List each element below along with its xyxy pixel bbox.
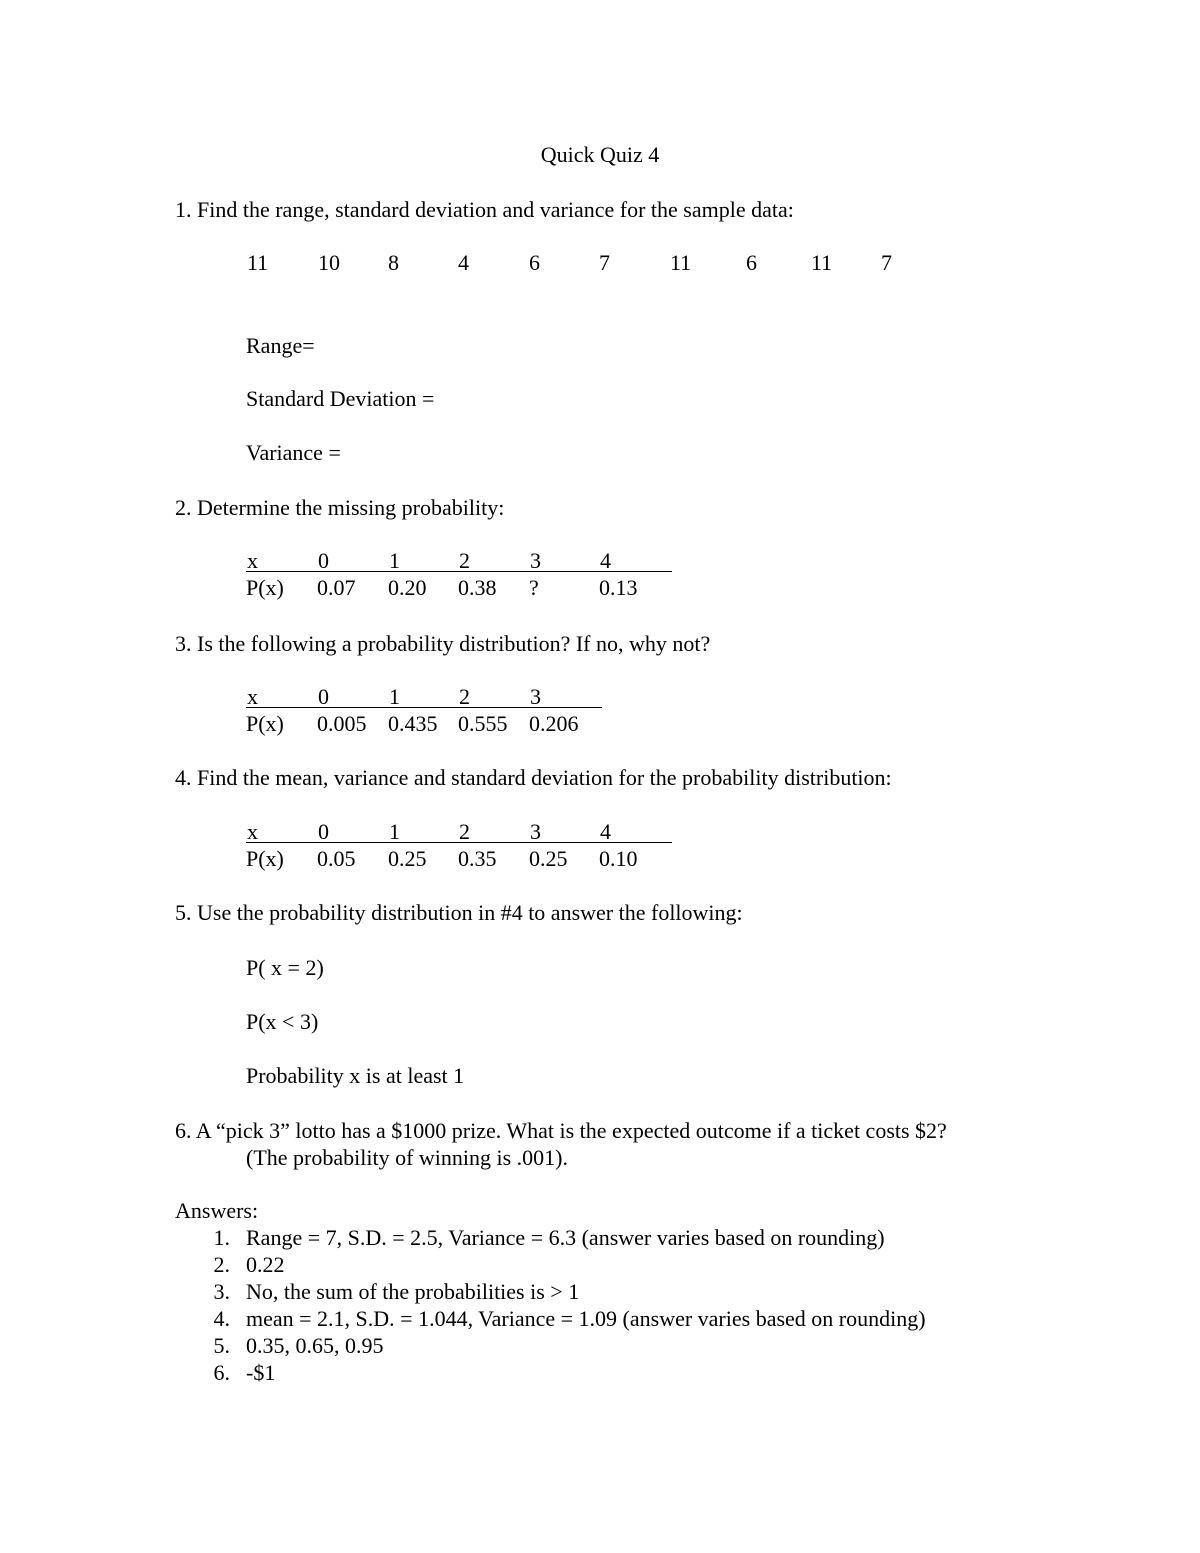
p-value: 0.25 <box>529 846 568 871</box>
p-value: 0.005 <box>317 711 367 736</box>
sample-value: 7 <box>599 250 610 275</box>
x-value: 2 <box>459 684 470 709</box>
answer-text: mean = 2.1, S.D. = 1.044, Variance = 1.09 (answer varies based on rounding) <box>246 1306 926 1331</box>
x-value: 2 <box>459 548 470 573</box>
x-value: 1 <box>389 819 400 844</box>
answer-number: 2. <box>213 1252 230 1277</box>
q5-item: P(x < 3) <box>246 1009 319 1034</box>
p-value: 0.20 <box>388 575 427 600</box>
table-header-rule <box>246 707 602 708</box>
p-value: 0.07 <box>317 575 356 600</box>
table-header-rule <box>246 571 672 572</box>
p-value: 0.05 <box>317 846 356 871</box>
x-header: x <box>247 684 258 709</box>
p-value: 0.25 <box>388 846 427 871</box>
answer-text: 0.22 <box>246 1252 285 1277</box>
answer-number: 5. <box>213 1333 230 1358</box>
question-4-text: 4. Find the mean, variance and standard deviation for the probability distribution: <box>175 765 892 790</box>
x-header: x <box>247 548 258 573</box>
p-value: 0.206 <box>529 711 579 736</box>
sample-value: 8 <box>388 250 399 275</box>
x-value: 0 <box>318 819 329 844</box>
x-value: 1 <box>389 684 400 709</box>
x-value: 1 <box>389 548 400 573</box>
x-value: 4 <box>600 548 611 573</box>
sample-value: 11 <box>811 250 833 275</box>
x-value: 3 <box>530 548 541 573</box>
sample-value: 6 <box>746 250 757 275</box>
answer-text: 0.35, 0.65, 0.95 <box>246 1333 384 1358</box>
range-label: Range= <box>246 333 315 358</box>
answer-text: -$1 <box>246 1360 276 1385</box>
table-header-rule <box>246 842 672 843</box>
question-6-text: 6. A “pick 3” lotto has a $1000 prize. What is the expected outcome if a ticket costs $2? <box>175 1118 947 1143</box>
x-value: 3 <box>530 684 541 709</box>
p-header: P(x) <box>246 846 284 871</box>
x-value: 4 <box>600 819 611 844</box>
x-value: 3 <box>530 819 541 844</box>
sd-label: Standard Deviation = <box>246 386 435 411</box>
question-2-text: 2. Determine the missing probability: <box>175 495 505 520</box>
x-value: 0 <box>318 548 329 573</box>
sample-value: 11 <box>247 250 269 275</box>
sample-value: 4 <box>458 250 469 275</box>
answers-heading: Answers: <box>175 1198 259 1223</box>
answer-text: Range = 7, S.D. = 2.5, Variance = 6.3 (answer varies based on rounding) <box>246 1225 885 1250</box>
question-5-text: 5. Use the probability distribution in #4 to answer the following: <box>175 900 743 925</box>
p-value: 0.13 <box>599 575 638 600</box>
p-value: 0.10 <box>599 846 638 871</box>
answer-number: 1. <box>213 1225 230 1250</box>
x-value: 2 <box>459 819 470 844</box>
x-header: x <box>247 819 258 844</box>
sample-value: 11 <box>670 250 692 275</box>
answer-number: 4. <box>213 1306 230 1331</box>
sample-value: 10 <box>318 250 340 275</box>
answer-number: 3. <box>213 1279 230 1304</box>
p-value-missing: ? <box>529 575 539 600</box>
answer-text: No, the sum of the probabilities is > 1 <box>246 1279 580 1304</box>
p-value: 0.38 <box>458 575 497 600</box>
question-6-note: (The probability of winning is .001). <box>246 1145 569 1170</box>
sample-value: 7 <box>881 250 892 275</box>
q5-item: Probability x is at least 1 <box>246 1063 465 1088</box>
p-header: P(x) <box>246 575 284 600</box>
p-value: 0.555 <box>458 711 508 736</box>
variance-label: Variance = <box>246 440 341 465</box>
question-1-text: 1. Find the range, standard deviation and variance for the sample data: <box>175 197 794 222</box>
answer-number: 6. <box>213 1360 230 1385</box>
sample-value: 6 <box>529 250 540 275</box>
p-value: 0.435 <box>388 711 438 736</box>
page-title: Quick Quiz 4 <box>540 142 660 167</box>
x-value: 0 <box>318 684 329 709</box>
p-header: P(x) <box>246 711 284 736</box>
p-value: 0.35 <box>458 846 497 871</box>
q5-item: P( x = 2) <box>246 955 324 980</box>
question-3-text: 3. Is the following a probability distribution? If no, why not? <box>175 631 711 656</box>
